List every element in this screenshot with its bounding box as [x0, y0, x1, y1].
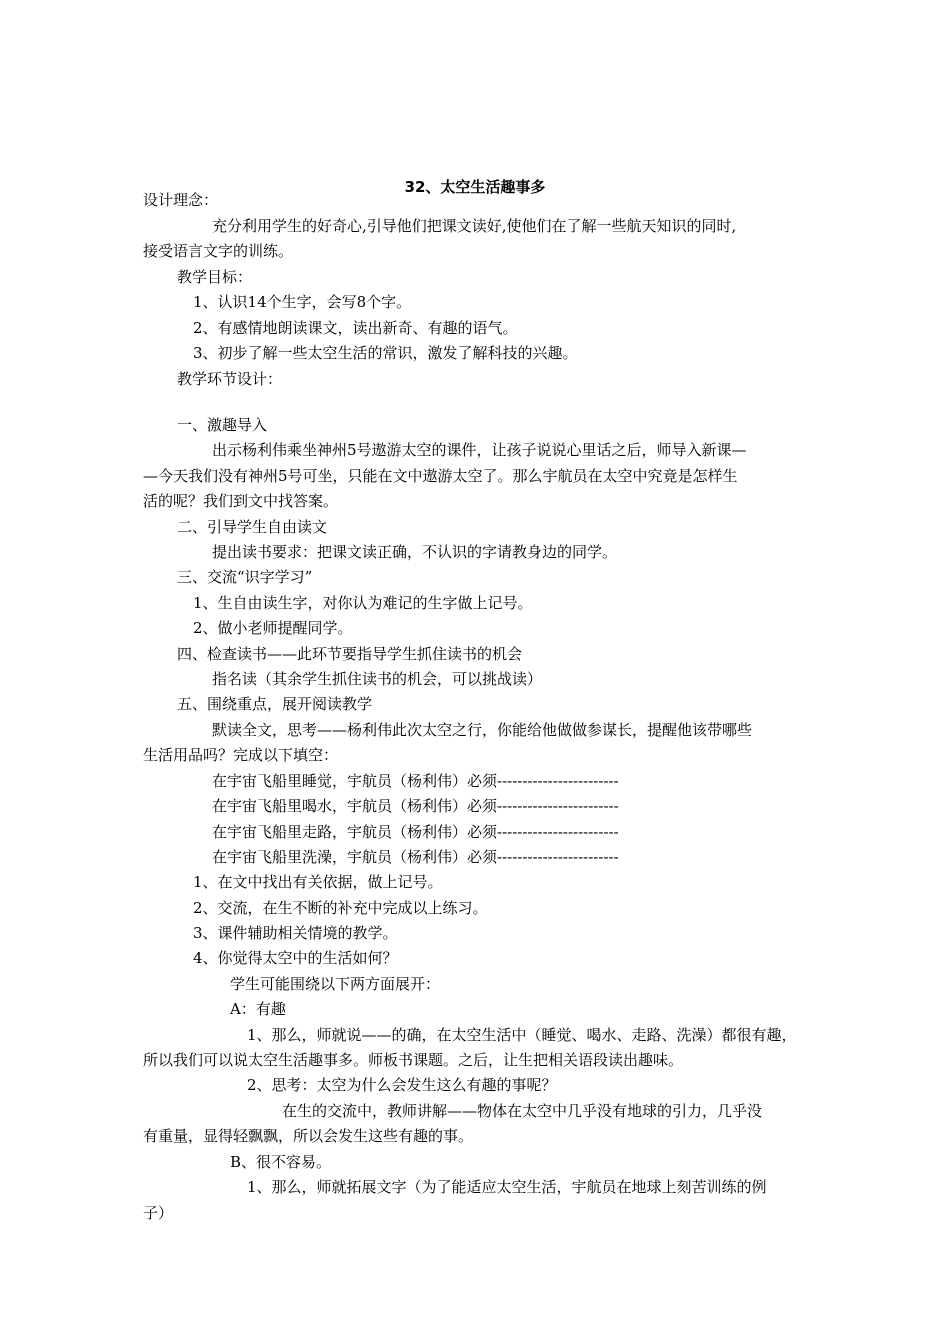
text-line: B、很不容易。: [230, 1153, 332, 1171]
text-line: 默读全文，思考——杨利伟此次太空之行，你能给他做做参谋长，提醒他该带哪些: [212, 721, 753, 739]
text-line: 在宇宙飞船里睡觉，宇航员（杨利伟）必须------------------------: [212, 772, 619, 790]
text-line: 1、认识14个生字，会写8个字。: [193, 293, 412, 311]
text-line: 2、有感情地朗读课文，读出新奇、有趣的语气。: [193, 319, 518, 337]
text-line: —今天我们没有神州5号可坐，只能在文中遨游太空了。那么宇航员在太空中究竟是怎样生: [143, 467, 738, 485]
text-line: 活的呢？我们到文中找答案。: [143, 492, 339, 510]
text-line: 1、那么，师就说——的确，在太空生活中（睡觉、喝水、走路、洗澡）都很有趣，: [247, 1026, 797, 1044]
text-line: 3、初步了解一些太空生活的常识，激发了解科技的兴趣。: [193, 344, 578, 362]
text-line: 设计理念：: [143, 191, 219, 209]
text-line: 在生的交流中，教师讲解——物体在太空中几乎没有地球的引力，几乎没: [282, 1102, 763, 1120]
text-line: 子）: [143, 1204, 174, 1222]
text-line: 2、做小老师提醒同学。: [193, 619, 353, 637]
text-line: 4、你觉得太空中的生活如何？: [193, 949, 398, 967]
text-line: 充分利用学生的好奇心,引导他们把课文读好,使他们在了解一些航天知识的同时,: [212, 217, 737, 235]
text-line: 出示杨利伟乘坐神州5号遨游太空的课件，让孩子说说心里话之后，师导入新课—: [212, 441, 747, 459]
text-line: 在宇宙飞船里走路，宇航员（杨利伟）必须------------------------: [212, 823, 619, 841]
document-title: 32、太空生活趣事多: [404, 178, 546, 196]
text-line: 教学目标：: [177, 268, 253, 286]
text-line: 生活用品吗？完成以下填空：: [143, 746, 339, 764]
text-line: 1、生自由读生字，对你认为难记的生字做上记号。: [193, 594, 533, 612]
text-line: 2、交流，在生不断的补充中完成以上练习。: [193, 899, 488, 917]
text-line: 四、检查读书——此环节要指导学生抓住读书的机会: [177, 645, 523, 663]
text-line: 五、围绕重点，展开阅读教学: [177, 695, 373, 713]
text-line: 在宇宙飞船里洗澡，宇航员（杨利伟）必须------------------------: [212, 848, 619, 866]
text-line: 1、在文中找出有关依据，做上记号。: [193, 873, 443, 891]
text-line: A：有趣: [230, 1000, 286, 1018]
text-line: 一、激趣导入: [177, 416, 268, 434]
text-line: 1、那么，师就拓展文字（为了能适应太空生活，宇航员在地球上刻苦训练的例: [247, 1178, 767, 1196]
text-line: 2、思考：太空为什么会发生这么有趣的事呢？: [247, 1076, 557, 1094]
text-line: 教学环节设计：: [177, 370, 283, 388]
text-line: 指名读（其余学生抓住读书的机会，可以挑战读）: [212, 670, 543, 688]
text-line: 在宇宙飞船里喝水，宇航员（杨利伟）必须------------------------: [212, 797, 619, 815]
text-line: 3、课件辅助相关情境的教学。: [193, 924, 398, 942]
text-line: 所以我们可以说太空生活趣事多。师板书课题。之后，让生把相关语段读出趣味。: [143, 1051, 684, 1069]
text-line: 学生可能围绕以下两方面展开：: [230, 975, 441, 993]
text-line: 二、引导学生自由读文: [177, 518, 328, 536]
text-line: 提出读书要求：把课文读正确，不认识的字请教身边的同学。: [212, 543, 618, 561]
text-line: 有重量，显得轻飘飘，所以会发生这些有趣的事。: [143, 1127, 474, 1145]
text-line: 接受语言文字的训练。: [143, 242, 294, 260]
text-line: 三、交流“识字学习”: [177, 568, 313, 586]
